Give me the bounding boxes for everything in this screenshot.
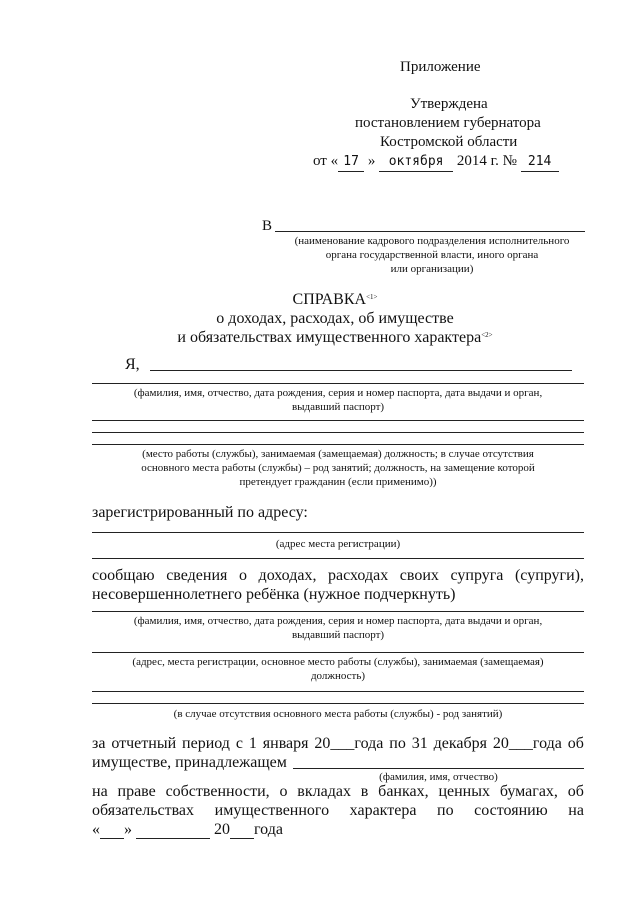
work-caption-line: (место работы (службы), занимаемая (замещаемая) должность; в случае отсутствия xyxy=(142,448,534,460)
period-word: период xyxy=(182,735,230,752)
period-word: 31 xyxy=(411,735,428,752)
report-word: супруга xyxy=(450,567,504,584)
rights-word: вкладах xyxy=(297,783,351,800)
period-line xyxy=(92,734,584,753)
period-word: отчетный xyxy=(111,735,177,752)
title-line-3-footnote: <2> xyxy=(481,331,493,339)
spouse-caption-line: выдавший паспорт) xyxy=(291,629,385,641)
address-label: зарегистрированный по адресу: xyxy=(92,504,308,521)
rights-line xyxy=(92,782,584,801)
oblig-word: обязательствах xyxy=(92,802,195,819)
period-word: 20___года xyxy=(492,735,562,752)
oblig-word: состоянию xyxy=(474,802,548,819)
period-word: по xyxy=(389,735,406,752)
applicant-prefix: Я, xyxy=(125,356,140,373)
work-line-2[interactable] xyxy=(92,432,584,433)
obligations-line xyxy=(92,801,584,820)
recipient-caption-line: (наименование кадрового подразделения исполнительного xyxy=(294,235,570,247)
period-word: за xyxy=(92,735,106,752)
owner-name-line[interactable] xyxy=(293,768,584,769)
applicant-caption-line: выдавший паспорт) xyxy=(291,401,385,413)
rights-word: об xyxy=(567,783,584,800)
spouse-address-caption xyxy=(92,655,584,683)
rights-word: ценных xyxy=(438,783,490,800)
rights-word: бумагах, xyxy=(499,783,558,800)
oblig-word: характера xyxy=(349,802,417,819)
approved-label: Утверждена xyxy=(410,96,488,112)
work-caption xyxy=(92,447,584,489)
report-word: доходах, xyxy=(258,567,317,584)
period-word: с xyxy=(235,735,243,752)
spouse-address-caption-line: должность) xyxy=(310,670,366,682)
state-day-field[interactable] xyxy=(100,823,124,839)
period-word: декабря xyxy=(433,735,488,752)
title-footnote: <1> xyxy=(366,293,378,301)
applicant-caption-line: (фамилия, имя, отчество, дата рождения, серия и номер паспорта, дата выдачи и орган, xyxy=(133,387,543,399)
work-line-3[interactable] xyxy=(92,444,584,445)
date-close-quote: » xyxy=(124,821,132,838)
spouse-caption xyxy=(92,614,584,642)
approval-month: октября xyxy=(379,153,453,172)
spouse-line-1[interactable] xyxy=(92,611,584,612)
recipient-caption xyxy=(262,234,602,276)
spouse-caption-line: (фамилия, имя, отчество, дата рождения, серия и номер паспорта, дата выдачи и орган, xyxy=(133,615,543,627)
applicant-line-2[interactable] xyxy=(92,383,584,384)
rights-word: о xyxy=(279,783,288,800)
approval-date xyxy=(313,152,559,172)
spouse-address-caption-line: (адрес, места регистрации, основное место работы (службы), занимаемая (замещаемая) xyxy=(132,656,544,668)
occupation-caption: (в случае отсутствия основного места работы (службы) - род занятий) xyxy=(173,708,503,720)
decree-label: постановлением губернатора xyxy=(355,115,541,131)
date-from: от « xyxy=(313,153,339,169)
date-open-quote: « xyxy=(92,821,100,838)
title-line-3-text: и обязательствах имущественного характера xyxy=(177,329,482,346)
rights-word: банках, xyxy=(378,783,429,800)
report-word: сведения xyxy=(166,567,228,584)
oblig-word: по xyxy=(437,802,454,819)
rights-word: в xyxy=(360,783,369,800)
state-year-suffix: года xyxy=(254,821,283,838)
report-word: сообщаю xyxy=(92,567,155,584)
owner-caption: (фамилия, имя, отчество) xyxy=(379,771,498,783)
state-year-field[interactable] xyxy=(230,823,254,839)
report-line-2: несовершеннолетнего ребёнка (нужное подчеркнуть) xyxy=(92,586,456,603)
work-line-1[interactable] xyxy=(92,420,584,421)
region-label: Костромской области xyxy=(380,134,518,150)
work-caption-line: претендует гражданин (если применимо)) xyxy=(239,476,437,488)
applicant-name-line[interactable] xyxy=(150,370,572,371)
title-line-3 xyxy=(0,328,640,347)
period-word: 20___года xyxy=(314,735,384,752)
title-main: СПРАВКА xyxy=(292,291,367,308)
report-line-1 xyxy=(92,566,584,585)
report-word: своих xyxy=(399,567,439,584)
rights-word: праве xyxy=(117,783,156,800)
rights-word: на xyxy=(92,783,108,800)
period-word: об xyxy=(567,735,584,752)
spouse-line-2[interactable] xyxy=(92,652,584,653)
property-label: имуществе, принадлежащем xyxy=(92,754,287,771)
report-word: расходах xyxy=(328,567,389,584)
oblig-word: на xyxy=(568,802,584,819)
address-line-2[interactable] xyxy=(92,558,584,559)
recipient-line[interactable] xyxy=(275,231,585,232)
spouse-line-4[interactable] xyxy=(92,703,584,704)
period-word: 1 xyxy=(248,735,257,752)
rights-word: собственности, xyxy=(165,783,270,800)
approval-number: 214 xyxy=(521,153,559,172)
applicant-caption xyxy=(92,386,584,414)
address-line-1[interactable] xyxy=(92,532,584,533)
state-month-field[interactable] xyxy=(136,823,210,839)
spouse-line-3[interactable] xyxy=(92,691,584,692)
title-line-2: о доходах, расходах, об имуществе xyxy=(216,310,454,327)
oblig-word: имущественного xyxy=(214,802,330,819)
report-word: (супруги), xyxy=(514,567,584,584)
approval-day: 17 xyxy=(338,153,364,172)
state-date xyxy=(92,820,283,839)
date-mid: » xyxy=(367,153,376,169)
recipient-caption-line: или организации) xyxy=(390,263,474,275)
recipient-caption-line: органа государственной власти, иного органа xyxy=(325,249,539,261)
state-year-prefix: 20 xyxy=(214,821,230,838)
approval-year: 2014 г. № xyxy=(456,153,517,169)
report-word: о xyxy=(238,567,247,584)
address-caption: (адрес места регистрации) xyxy=(275,538,401,550)
period-word: января xyxy=(262,735,309,752)
appendix-label: Приложение xyxy=(400,59,481,75)
work-caption-line: основного места работы (службы) – род занятий; должность, на замещение которой xyxy=(141,462,535,474)
document-title xyxy=(0,290,640,309)
recipient-prefix: В xyxy=(262,218,273,234)
